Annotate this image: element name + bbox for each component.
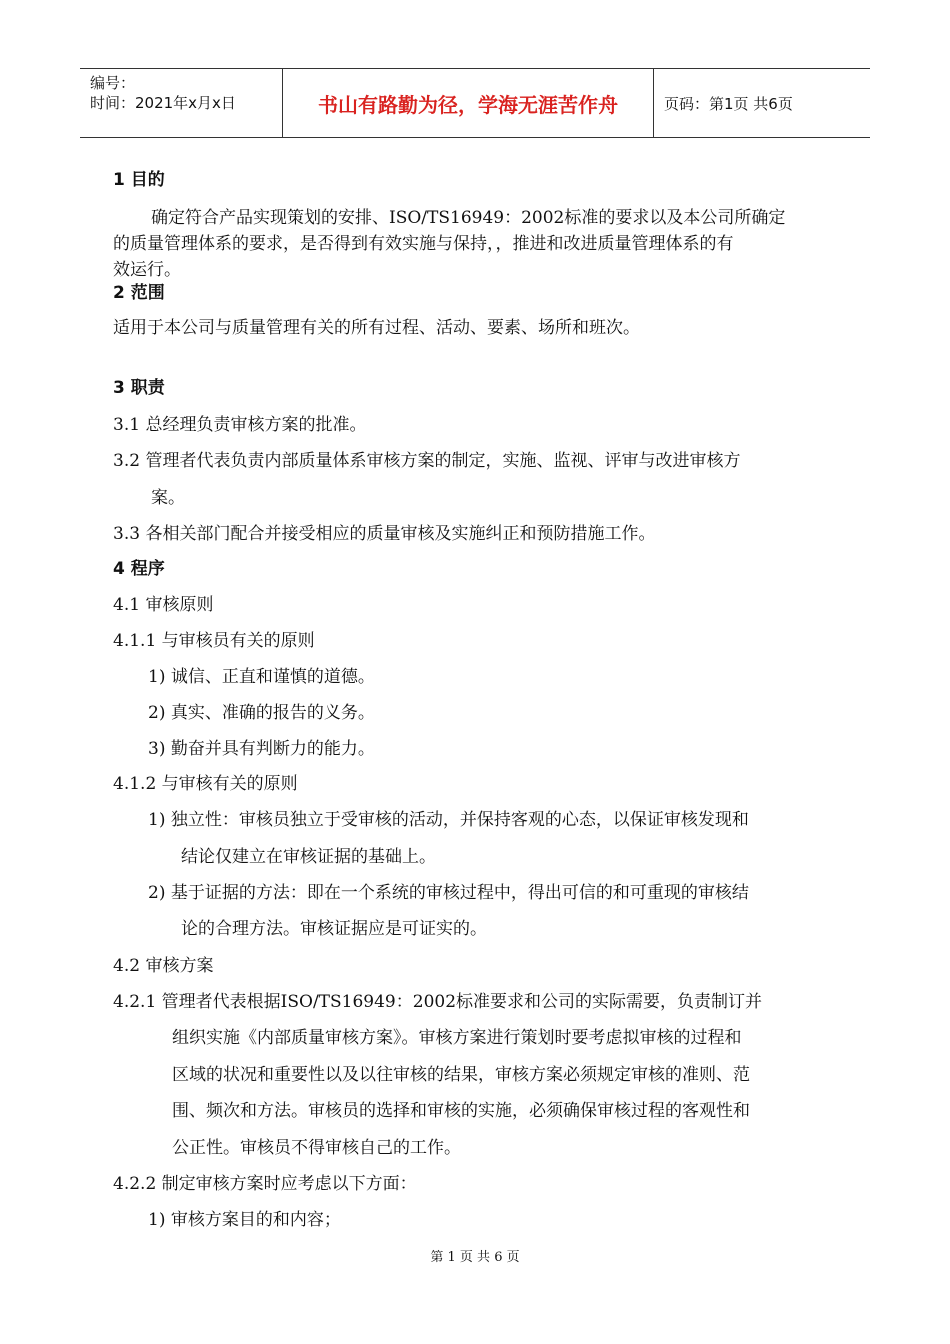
- paragraph-line: 1) 独立性：审核员独立于受审核的活动，并保持客观的心态，以保证审核发现和: [148, 810, 749, 830]
- header-motto: 书山有路勤为径，学海无涯苦作舟: [282, 69, 654, 137]
- paragraph-line: 论的合理方法。审核证据应是可证实的。: [181, 919, 487, 939]
- document-date-label: 时间：2021年x月x日: [90, 94, 236, 112]
- paragraph-line: 3.1 总经理负责审核方案的批准。: [113, 415, 367, 435]
- paragraph-line: 4.2.1 管理者代表根据ISO/TS16949：2002标准要求和公司的实际需要，负责制订并: [113, 992, 763, 1012]
- paragraph-line: 效运行。: [113, 260, 181, 280]
- paragraph-line: 确定符合产品实现策划的安排、ISO/TS16949：2002标准的要求以及本公司所确定: [151, 208, 786, 228]
- paragraph-line: 区域的状况和重要性以及以往审核的结果，审核方案必须规定审核的准则、范: [172, 1065, 750, 1085]
- paragraph-line: 组织实施《内部质量审核方案》。审核方案进行策划时要考虑拟审核的过程和: [172, 1028, 742, 1048]
- paragraph-line: 公正性。审核员不得审核自己的工作。: [172, 1138, 461, 1158]
- paragraph-line: 适用于本公司与质量管理有关的所有过程、活动、要素、场所和班次。: [113, 318, 640, 338]
- paragraph-line: 4.1.1 与审核员有关的原则: [113, 631, 315, 651]
- paragraph-line: 的质量管理体系的要求，是否得到有效实施与保持，，推进和改进质量管理体系的有: [113, 234, 734, 254]
- paragraph-line: 2) 基于证据的方法：即在一个系统的审核过程中，得出可信的和可重现的审核结: [148, 883, 749, 903]
- paragraph-line: 1) 诚信、正直和谨慎的道德。: [148, 667, 375, 687]
- section-heading: 4 程序: [113, 559, 165, 579]
- paragraph-line: 3.2 管理者代表负责内部质量体系审核方案的制定，实施、监视、评审与改进审核方: [113, 451, 741, 471]
- paragraph-line: 围、频次和方法。审核员的选择和审核的实施，必须确保审核过程的客观性和: [172, 1101, 750, 1121]
- paragraph-line: 4.2.2 制定审核方案时应考虑以下方面：: [113, 1174, 417, 1194]
- section-heading: 1 目的: [113, 170, 165, 190]
- paragraph-line: 案。: [151, 488, 185, 508]
- paragraph-line: 4.2 审核方案: [113, 956, 214, 976]
- header-info-cell: [80, 69, 282, 137]
- paragraph-line: 3) 勤奋并具有判断力的能力。: [148, 739, 375, 759]
- section-heading: 3 职责: [113, 378, 165, 398]
- header-page-label: 页码：第1页 共6页: [664, 94, 793, 113]
- paragraph-line: 结论仅建立在审核证据的基础上。: [181, 847, 436, 867]
- paragraph-line: 2) 真实、准确的报告的义务。: [148, 703, 375, 723]
- document-header: [80, 68, 870, 138]
- paragraph-line: 4.1 审核原则: [113, 595, 214, 615]
- paragraph-line: 1) 审核方案目的和内容；: [148, 1210, 341, 1230]
- page-footer: 第 1 页 共 6 页: [430, 1250, 520, 1265]
- section-heading: 2 范围: [113, 283, 165, 303]
- paragraph-line: 3.3 各相关部门配合并接受相应的质量审核及实施纠正和预防措施工作。: [113, 524, 656, 544]
- document-number-label: 编号：: [90, 74, 136, 92]
- paragraph-line: 4.1.2 与审核有关的原则: [113, 774, 298, 794]
